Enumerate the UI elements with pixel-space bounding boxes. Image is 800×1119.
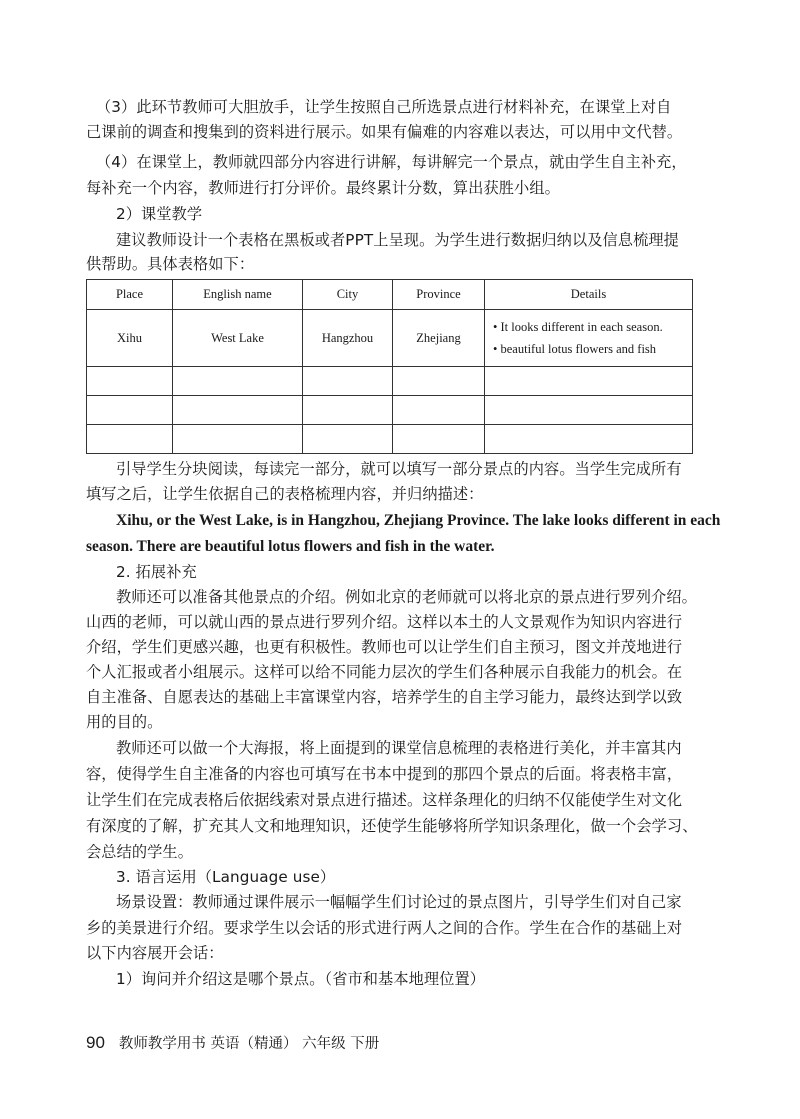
paragraph-extension-line5: 自主准备、自愿表达的基础上丰富课堂内容，培养学生的自主学习能力，最终达到学以致 [86, 688, 683, 706]
heading-extension: 2. 拓展补充 [116, 563, 197, 581]
english-summary-line2: season. There are beautiful lotus flowers and fish in the water. [86, 538, 495, 555]
paragraph-poster-line2: 容，使得学生自主准备的内容也可填写在书本中提到的那四个景点的后面。将表格丰富， [86, 765, 683, 783]
paragraph-step4-line2: 每补充一个内容，教师进行打分评价。最终累计分数，算出获胜小组。 [86, 179, 560, 197]
column-header-details: Details [485, 280, 693, 310]
table-row-empty [87, 367, 693, 396]
paragraph-poster-line1: 教师还可以做一个大海报，将上面提到的课堂信息梳理的表格进行美化，并丰富其内 [116, 739, 682, 757]
cell-details [485, 310, 693, 367]
paragraph-poster-line3: 让学生们在完成表格后依据线索对景点进行描述。这样条理化的归纳不仅能使学生对文化 [86, 791, 683, 809]
paragraph-guide-reading-line2: 填写之后，让学生依据自己的表格梳理内容，并归纳描述： [86, 485, 484, 503]
heading-language-use: 3. 语言运用（Language use） [116, 868, 336, 886]
page-footer [86, 1032, 379, 1055]
paragraph-extension-line4: 个人汇报或者小组展示。这样可以给不同能力层次的学生们各种展示自我能力的机会。在 [86, 663, 683, 681]
column-header-place: Place [87, 280, 173, 310]
paragraph-scene-line3: 以下内容展开会话： [86, 944, 224, 962]
paragraph-table-suggestion-line2: 供帮助。具体表格如下： [86, 255, 255, 273]
paragraph-step4-line1: （4）在课堂上，教师就四部分内容进行讲解，每讲解完一个景点，就由学生自主补充， [96, 153, 687, 171]
table-row-empty [87, 425, 693, 454]
paragraph-scene-line1: 场景设置：教师通过课件展示一幅幅学生们讨论过的景点图片，引导学生们对自己家 [116, 893, 682, 911]
paragraph-guide-reading-line1: 引导学生分块阅读，每读完一部分，就可以填写一部分景点的内容。当学生完成所有 [116, 460, 682, 478]
details-bullet: • beautiful lotus flowers and fish [493, 342, 657, 356]
column-header-city: City [303, 280, 393, 310]
english-summary-line1: Xihu, or the West Lake, is in Hangzhou, Zhejiang Province. The lake looks different in each [116, 512, 721, 529]
cell-province: Zhejiang [393, 310, 485, 367]
page-number: 90 [86, 1033, 105, 1052]
paragraph-step3-line1: （3）此环节教师可大胆放手，让学生按照自己所选景点进行材料补充，在课堂上对自 [96, 98, 672, 116]
book-title: 教师教学用书 英语（精通） 六年级 下册 [118, 1036, 380, 1052]
scenic-spot-table [86, 279, 693, 454]
column-header-province: Province [393, 280, 485, 310]
heading-classroom-teaching: 2）课堂教学 [116, 205, 203, 223]
paragraph-table-suggestion-line1: 建议教师设计一个表格在黑板或者PPT上呈现。为学生进行数据归纳以及信息梳理提 [116, 231, 679, 249]
table-header-row [87, 280, 693, 310]
paragraph-step3-line2: 己课前的调查和搜集到的资料进行展示。如果有偏难的内容难以表达，可以用中文代替。 [86, 123, 683, 141]
paragraph-poster-line4: 有深度的了解，扩充其人文和地理知识，还使学生能够将所学知识条理化，做一个会学习、 [86, 817, 698, 835]
table-row [87, 310, 693, 367]
cell-english-name: West Lake [173, 310, 303, 367]
paragraph-extension-line2: 山西的老师，可以就山西的景点进行罗列介绍。这样以本土的人文景观作为知识内容进行 [86, 613, 683, 631]
cell-place: Xihu [87, 310, 173, 367]
table-row-empty [87, 396, 693, 425]
column-header-english-name: English name [173, 280, 303, 310]
paragraph-extension-line1: 教师还可以准备其他景点的介绍。例如北京的老师就可以将北京的景点进行罗列介绍。 [116, 588, 697, 606]
paragraph-extension-line6: 用的目的。 [86, 713, 163, 731]
paragraph-scene-line2: 乡的美景进行介绍。要求学生以会话的形式进行两人之间的合作。学生在合作的基础上对 [86, 919, 683, 937]
paragraph-dialogue-item1: 1）询问并介绍这是哪个景点。（省市和基本地理位置） [116, 970, 486, 988]
details-bullet: • It looks different in each season. [493, 320, 663, 334]
cell-city: Hangzhou [303, 310, 393, 367]
paragraph-poster-line5: 会总结的学生。 [86, 843, 194, 861]
paragraph-extension-line3: 介绍，学生们更感兴趣，也更有积极性。教师也可以让学生们自主预习，图文并茂地进行 [86, 638, 683, 656]
